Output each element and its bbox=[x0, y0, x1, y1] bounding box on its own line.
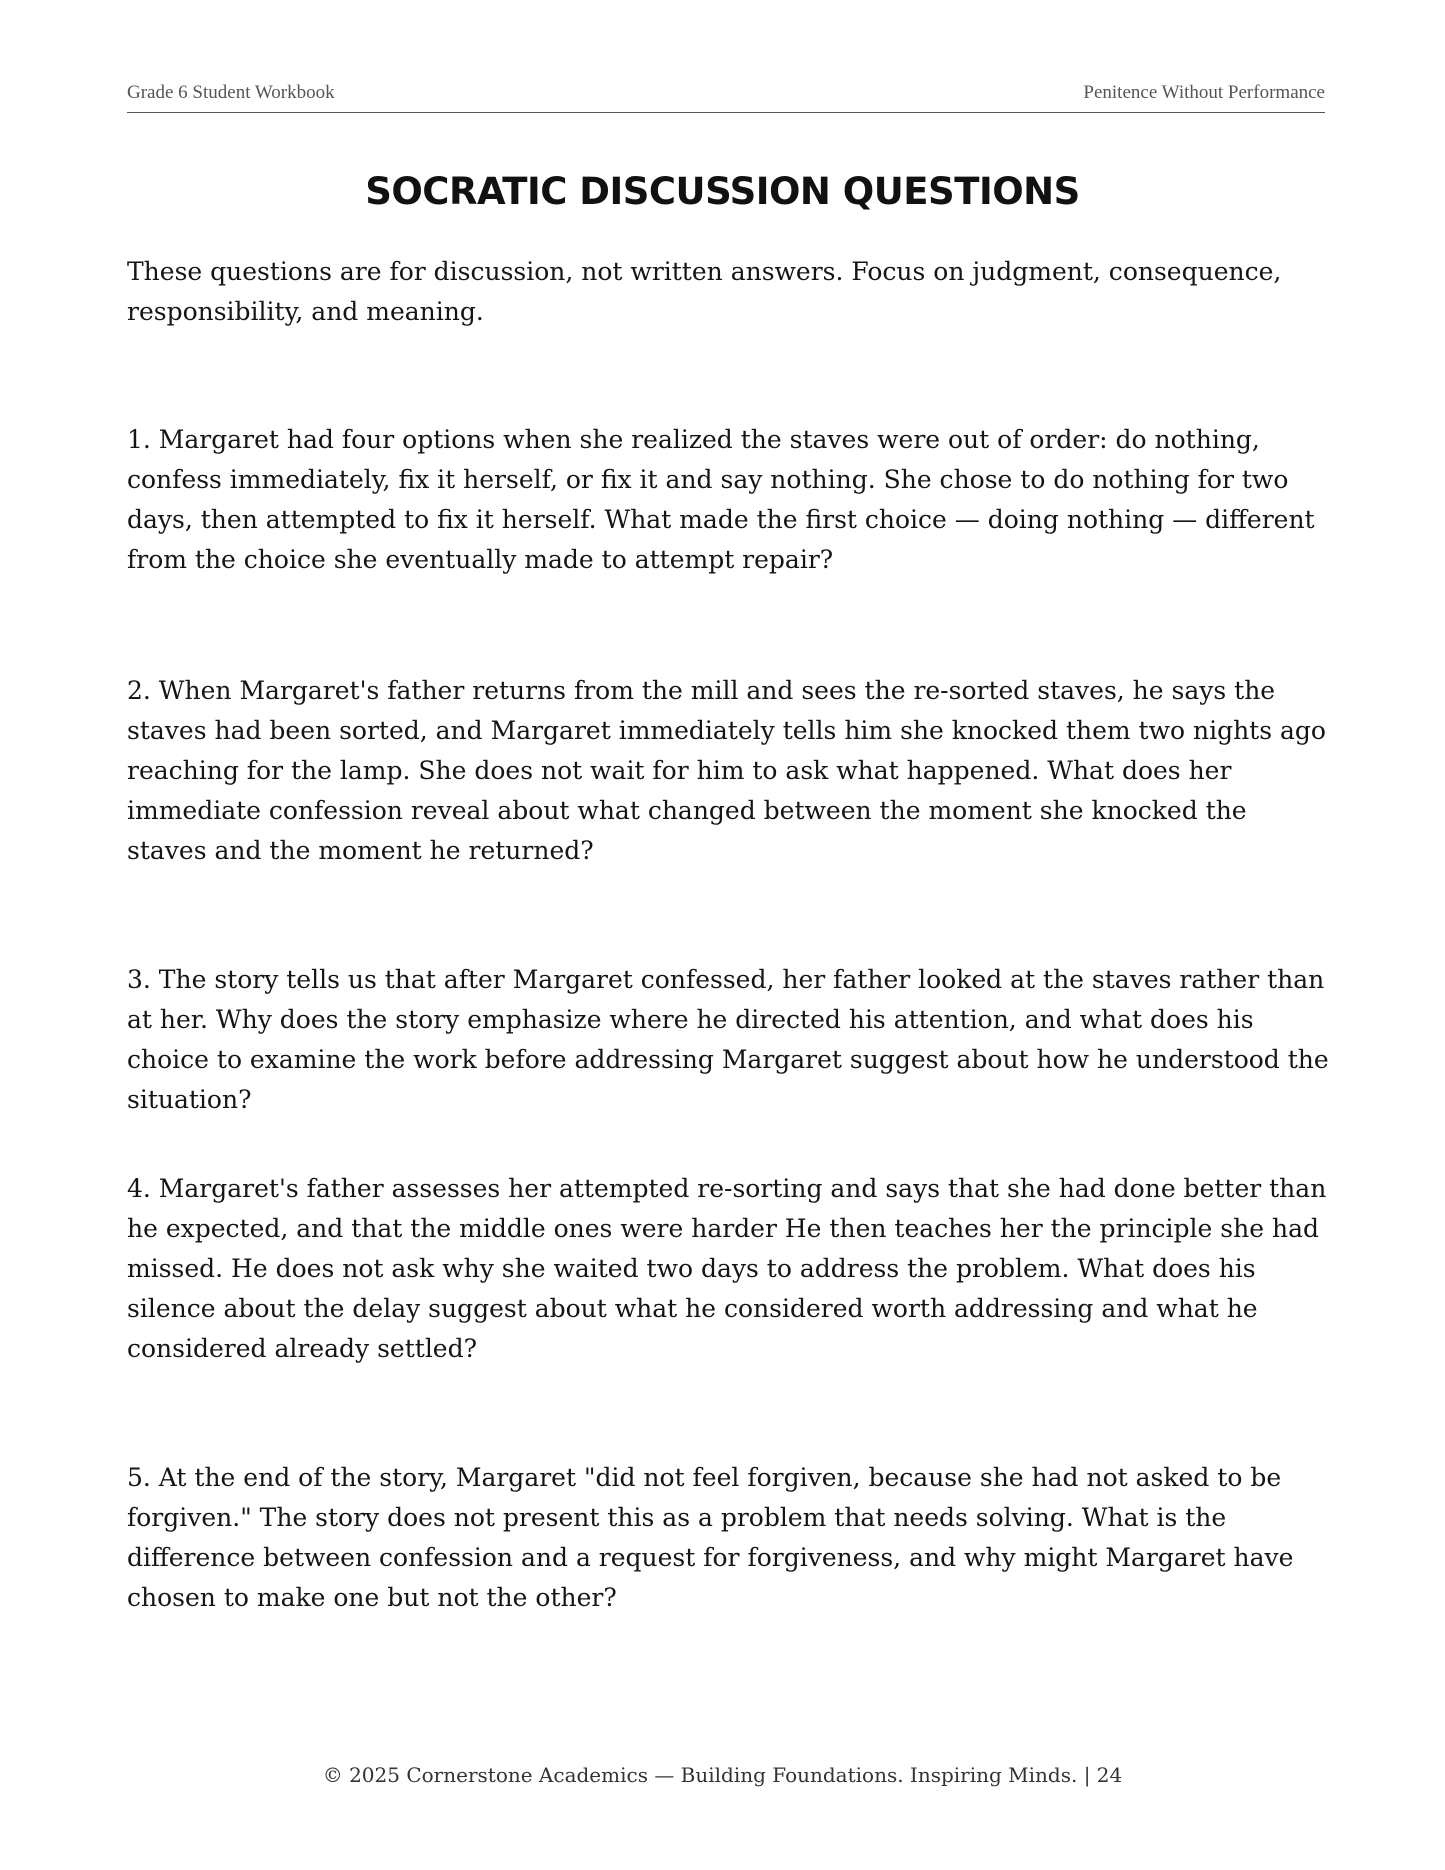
header-right: Penitence Without Performance bbox=[1083, 82, 1325, 103]
page-footer: © 2025 Cornerstone Academics — Building Foundations. Inspiring Minds. | 24 bbox=[322, 1763, 1123, 1787]
question-5: 5. At the end of the story, Margaret "did not feel forgiven, because she had not asked to be forgiven." The story does not present this as a problem that needs solving. What is the difference between confession and a request for forgiveness, and why might Margaret have chosen to make one but not the other? bbox=[127, 1463, 1294, 1612]
question-1: 1. Margaret had four options when she realized the staves were out of order: do nothing, confess immediately, fix it herself, or fix it and say nothing. She chose to do nothing for two days, then attempted to fix it herself. What made the first choice — doing nothing — different from the choice she eventually made to attempt repair? bbox=[127, 425, 1315, 574]
header-left: Grade 6 Student Workbook bbox=[127, 82, 335, 103]
page-header bbox=[127, 82, 1325, 113]
question-4: 4. Margaret's father assesses her attempted re-sorting and says that she had done better than he expected, and that the middle ones were harder He then teaches her the principle she had missed. He does not ask why she waited two days to address the problem. What does his silence about the delay suggest about what he considered worth addressing and what he considered already settled? bbox=[127, 1174, 1327, 1363]
intro-text: These questions are for discussion, not written answers. Focus on judgment, consequence, responsibility, and meaning. bbox=[127, 257, 1282, 326]
question-2: 2. When Margaret's father returns from the mill and sees the re-sorted staves, he says the staves had been sorted, and Margaret immediately tells him she knocked them two nights ago reaching for the lamp. She does not wait for him to ask what happened. What does her immediate confession reveal about what changed between the moment she knocked the staves and the moment he returned? bbox=[127, 676, 1326, 865]
page-title: SOCRATIC DISCUSSION QUESTIONS bbox=[365, 170, 1080, 213]
question-3: 3. The story tells us that after Margaret confessed, her father looked at the staves rather than at her. Why does the story emphasize where he directed his attention, and what does his choice to examine the work before addressing Margaret suggest about how he understood the situation? bbox=[127, 965, 1329, 1114]
